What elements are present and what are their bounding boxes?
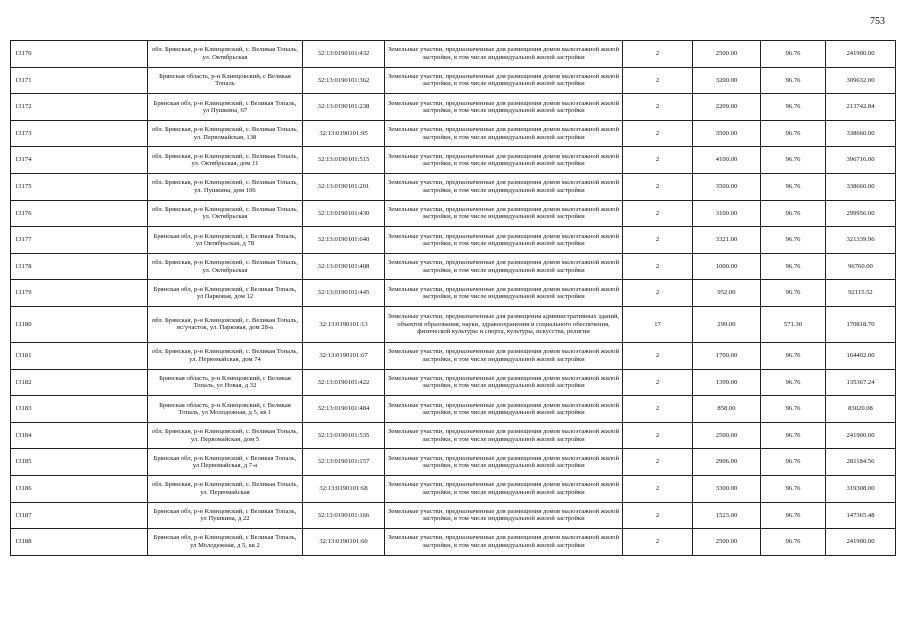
- area-cell: 3300.00: [693, 475, 761, 502]
- table-row: [11, 280, 896, 307]
- table-row: [11, 227, 896, 254]
- cadastral-value-cell: 92115.52: [826, 280, 896, 307]
- specific-value-cell: 96.76: [761, 422, 826, 449]
- land-use-cell: Земельные участки, предназначенные для размещения домов малоэтажной жилой застройки, в том числе индивидуальной жилой застройки: [385, 502, 623, 529]
- use-code-cell: 2: [623, 120, 693, 147]
- address-cell: обл. Брянская, р-н Клинцовский, с. Великая Топаль, ул. Первомайская: [148, 475, 303, 502]
- row-number-cell: 13173: [11, 120, 148, 147]
- address-cell: обл. Брянская, р-н Клинцовский, с. Великая Топаль, ул. Октябрьская, дом 11: [148, 147, 303, 174]
- address-cell: обл. Брянская, р-н Клинцовский, с. Великая Топаль, ул. Первомайская, дом 74: [148, 342, 303, 369]
- specific-value-cell: 96.76: [761, 253, 826, 280]
- land-use-cell: Земельные участки, предназначенные для размещения домов малоэтажной жилой застройки, в том числе индивидуальной жилой застройки: [385, 369, 623, 396]
- specific-value-cell: 96.76: [761, 475, 826, 502]
- land-use-cell: Земельные участки, предназначенные для размещения домов малоэтажной жилой застройки, в том числе индивидуальной жилой застройки: [385, 41, 623, 68]
- land-use-cell: Земельные участки, предназначенные для размещения домов малоэтажной жилой застройки, в том числе индивидуальной жилой застройки: [385, 67, 623, 94]
- specific-value-cell: 96.76: [761, 449, 826, 476]
- row-number-cell: 13188: [11, 529, 148, 556]
- table-row: [11, 147, 896, 174]
- specific-value-cell: 96.76: [761, 342, 826, 369]
- cadastral-number-cell: 32:13:0190101:362: [303, 67, 385, 94]
- row-number-cell: 13177: [11, 227, 148, 254]
- row-number-cell: 13186: [11, 475, 148, 502]
- specific-value-cell: 96.76: [761, 200, 826, 227]
- cadastral-number-cell: 32:13:0190101:68: [303, 475, 385, 502]
- cadastral-number-cell: 32:13:0190101:238: [303, 94, 385, 121]
- area-cell: 4100.00: [693, 147, 761, 174]
- land-use-cell: Земельные участки, предназначенные для размещения домов малоэтажной жилой застройки, в том числе индивидуальной жилой застройки: [385, 449, 623, 476]
- use-code-cell: 2: [623, 67, 693, 94]
- land-registry-table: [10, 40, 896, 556]
- cadastral-number-cell: 32:13:0190101:13: [303, 306, 385, 342]
- area-cell: 1000.00: [693, 253, 761, 280]
- table-row: [11, 94, 896, 121]
- address-cell: Брянская область, р-н Клинцовский, с Великая Топаль, ул Новая, д 32: [148, 369, 303, 396]
- specific-value-cell: 96.76: [761, 396, 826, 423]
- table-row: [11, 67, 896, 94]
- cadastral-number-cell: 32:13:0190101:515: [303, 147, 385, 174]
- row-number-cell: 13172: [11, 94, 148, 121]
- specific-value-cell: 96.76: [761, 280, 826, 307]
- use-code-cell: 2: [623, 529, 693, 556]
- cadastral-value-cell: 83020.08: [826, 396, 896, 423]
- specific-value-cell: 96.76: [761, 369, 826, 396]
- cadastral-number-cell: 32:13:0190101:67: [303, 342, 385, 369]
- address-cell: Брянская обл, р-н Клинцовский, с Великая Топаль, ул Молодежная, д 5, кв 2: [148, 529, 303, 556]
- land-use-cell: Земельные участки, предназначенные для размещения домов малоэтажной жилой застройки, в том числе индивидуальной жилой застройки: [385, 120, 623, 147]
- area-cell: 2906.00: [693, 449, 761, 476]
- table-row: [11, 422, 896, 449]
- cadastral-value-cell: 396716.00: [826, 147, 896, 174]
- page-number: 753: [870, 16, 885, 27]
- address-cell: обл. Брянская, р-н Клинцовский, с. Великая Топаль, ул. Октябрьская: [148, 253, 303, 280]
- use-code-cell: 2: [623, 200, 693, 227]
- table-row: [11, 342, 896, 369]
- land-use-cell: Земельные участки, предназначенные для размещения домов малоэтажной жилой застройки, в том числе индивидуальной жилой застройки: [385, 422, 623, 449]
- specific-value-cell: 96.76: [761, 94, 826, 121]
- cadastral-number-cell: 32:13:0190101:157: [303, 449, 385, 476]
- cadastral-value-cell: 135367.24: [826, 369, 896, 396]
- use-code-cell: 2: [623, 475, 693, 502]
- area-cell: 299.00: [693, 306, 761, 342]
- address-cell: Брянская обл, р-н Клинцовский, с Великая Топаль, ул Пушкина, 67: [148, 94, 303, 121]
- cadastral-value-cell: 281184.56: [826, 449, 896, 476]
- land-use-cell: Земельные участки, предназначенные для размещения домов малоэтажной жилой застройки, в том числе индивидуальной жилой застройки: [385, 173, 623, 200]
- address-cell: Брянская обл, р-н Клинцовский, с Великая Топаль, ул Пушкина, д 22: [148, 502, 303, 529]
- address-cell: Брянская обл, р-н Клинцовский, с Великая Топаль, ул Октябрьская, д 78: [148, 227, 303, 254]
- address-cell: Брянская область, р-н Клинцовский, с Великая Топаль: [148, 67, 303, 94]
- address-cell: обл. Брянская, р-н Клинцовский, с. Великая Топаль, ул. Октябрьская: [148, 41, 303, 68]
- cadastral-value-cell: 338660.00: [826, 120, 896, 147]
- land-use-cell: Земельные участки, предназначенные для размещения домов малоэтажной жилой застройки, в том числе индивидуальной жилой застройки: [385, 94, 623, 121]
- row-number-cell: 13180: [11, 306, 148, 342]
- land-use-cell: Земельные участки, предназначенные для размещения домов малоэтажной жилой застройки, в том числе индивидуальной жилой застройки: [385, 342, 623, 369]
- area-cell: 3321.00: [693, 227, 761, 254]
- cadastral-value-cell: 164492.00: [826, 342, 896, 369]
- cadastral-value-cell: 213742.84: [826, 94, 896, 121]
- cadastral-number-cell: 32:13:0190101:422: [303, 369, 385, 396]
- land-use-cell: Земельные участки, предназначенные для размещения домов малоэтажной жилой застройки, в том числе индивидуальной жилой застройки: [385, 396, 623, 423]
- table-row: [11, 253, 896, 280]
- cadastral-value-cell: 309632.00: [826, 67, 896, 94]
- specific-value-cell: 571.30: [761, 306, 826, 342]
- row-number-cell: 13178: [11, 253, 148, 280]
- specific-value-cell: 96.76: [761, 120, 826, 147]
- cadastral-number-cell: 32:13:0190101:535: [303, 422, 385, 449]
- use-code-cell: 2: [623, 422, 693, 449]
- row-number-cell: 13187: [11, 502, 148, 529]
- row-number-cell: 13185: [11, 449, 148, 476]
- address-cell: обл. Брянская, р-н Клинцовский, с. Великая Топаль, ул. Пушкина, дом 106: [148, 173, 303, 200]
- cadastral-number-cell: 32:13:0190101:430: [303, 200, 385, 227]
- cadastral-number-cell: 32:13:0190101:201: [303, 173, 385, 200]
- address-cell: Брянская обл, р-н Клинцовский, с Великая Топаль, ул Первомайская, д 7-а: [148, 449, 303, 476]
- area-cell: 3200.00: [693, 67, 761, 94]
- land-use-cell: Земельные участки, предназначенные для размещения домов малоэтажной жилой застройки, в том числе индивидуальной жилой застройки: [385, 147, 623, 174]
- table-body: [11, 41, 896, 556]
- land-use-cell: Земельные участки, предназначенные для размещения домов малоэтажной жилой застройки, в том числе индивидуальной жилой застройки: [385, 200, 623, 227]
- use-code-cell: 2: [623, 41, 693, 68]
- land-use-cell: Земельные участки, предназначенные для размещения домов малоэтажной жилой застройки, в том числе индивидуальной жилой застройки: [385, 253, 623, 280]
- specific-value-cell: 96.76: [761, 502, 826, 529]
- use-code-cell: 2: [623, 227, 693, 254]
- cadastral-number-cell: 32:13:0190101:484: [303, 396, 385, 423]
- land-use-cell: Земельные участки, предназначенные для размещения домов малоэтажной жилой застройки, в том числе индивидуальной жилой застройки: [385, 227, 623, 254]
- use-code-cell: 2: [623, 502, 693, 529]
- cadastral-value-cell: 338660.00: [826, 173, 896, 200]
- area-cell: 2500.00: [693, 41, 761, 68]
- table-row: [11, 529, 896, 556]
- row-number-cell: 13183: [11, 396, 148, 423]
- table-row: [11, 396, 896, 423]
- area-cell: 3500.00: [693, 120, 761, 147]
- specific-value-cell: 96.76: [761, 173, 826, 200]
- use-code-cell: 2: [623, 369, 693, 396]
- address-cell: обл. Брянская, р-н Клинцовский, с. Великая Топаль, ул. Октябрьская: [148, 200, 303, 227]
- specific-value-cell: 96.76: [761, 67, 826, 94]
- cadastral-value-cell: 147365.48: [826, 502, 896, 529]
- area-cell: 3100.00: [693, 200, 761, 227]
- table-row: [11, 449, 896, 476]
- land-use-cell: Земельные участки, предназначенные для размещения домов малоэтажной жилой застройки, в том числе индивидуальной жилой застройки: [385, 475, 623, 502]
- cadastral-value-cell: 96760.00: [826, 253, 896, 280]
- row-number-cell: 13171: [11, 67, 148, 94]
- row-number-cell: 13184: [11, 422, 148, 449]
- row-number-cell: 13174: [11, 147, 148, 174]
- area-cell: 1700.00: [693, 342, 761, 369]
- row-number-cell: 13182: [11, 369, 148, 396]
- specific-value-cell: 96.76: [761, 529, 826, 556]
- cadastral-value-cell: 319308.00: [826, 475, 896, 502]
- use-code-cell: 2: [623, 449, 693, 476]
- area-cell: 2209.00: [693, 94, 761, 121]
- land-use-cell: Земельные участки, предназначенные для размещения домов малоэтажной жилой застройки, в том числе индивидуальной жилой застройки: [385, 280, 623, 307]
- cadastral-number-cell: 32:13:0190101:60: [303, 529, 385, 556]
- row-number-cell: 13176: [11, 200, 148, 227]
- use-code-cell: 2: [623, 94, 693, 121]
- land-use-cell: Земельные участки, предназначенные для размещения домов малоэтажной жилой застройки, в том числе индивидуальной жилой застройки: [385, 529, 623, 556]
- cadastral-value-cell: 241900.00: [826, 41, 896, 68]
- table-row: [11, 120, 896, 147]
- area-cell: 3500.00: [693, 173, 761, 200]
- area-cell: 1523.00: [693, 502, 761, 529]
- table-row: [11, 41, 896, 68]
- cadastral-value-cell: 299956.00: [826, 200, 896, 227]
- cadastral-number-cell: 32:13:0190101:408: [303, 253, 385, 280]
- use-code-cell: 17: [623, 306, 693, 342]
- land-use-cell: Земельные участки, предназначенные для размещения административных зданий, объектов образования, науки, здравоохранения и социального обеспечения, физической культуры и спорта, культуры, искусства, религии: [385, 306, 623, 342]
- table-row: [11, 200, 896, 227]
- cadastral-number-cell: 32:13:0190101:95: [303, 120, 385, 147]
- area-cell: 1399.00: [693, 369, 761, 396]
- row-number-cell: 13179: [11, 280, 148, 307]
- use-code-cell: 2: [623, 173, 693, 200]
- use-code-cell: 2: [623, 396, 693, 423]
- address-cell: обл. Брянская, р-н Клинцовский, с. Великая Топаль, ул. Первомайская, дом 5: [148, 422, 303, 449]
- use-code-cell: 2: [623, 342, 693, 369]
- use-code-cell: 2: [623, 147, 693, 174]
- table-row: [11, 306, 896, 342]
- cadastral-value-cell: 321339.96: [826, 227, 896, 254]
- address-cell: Брянская обл, р-н Клинцовский, с Великая Топаль, ул Парковая, дом 12: [148, 280, 303, 307]
- area-cell: 2500.00: [693, 422, 761, 449]
- area-cell: 2500.00: [693, 529, 761, 556]
- table-row: [11, 502, 896, 529]
- address-cell: обл. Брянская, р-н Клинцовский, с. Великая Топаль, ул. Первомайская, 138: [148, 120, 303, 147]
- cadastral-number-cell: 32:13:0190101:166: [303, 502, 385, 529]
- area-cell: 952.00: [693, 280, 761, 307]
- table-row: [11, 475, 896, 502]
- use-code-cell: 2: [623, 280, 693, 307]
- table-row: [11, 369, 896, 396]
- specific-value-cell: 96.76: [761, 147, 826, 174]
- cadastral-value-cell: 170818.70: [826, 306, 896, 342]
- area-cell: 858.00: [693, 396, 761, 423]
- cadastral-number-cell: 32:13:0190101:445: [303, 280, 385, 307]
- cadastral-value-cell: 241900.00: [826, 422, 896, 449]
- specific-value-cell: 96.76: [761, 227, 826, 254]
- cadastral-value-cell: 241900.00: [826, 529, 896, 556]
- cadastral-number-cell: 32:13:0190101:640: [303, 227, 385, 254]
- row-number-cell: 13181: [11, 342, 148, 369]
- table-row: [11, 173, 896, 200]
- use-code-cell: 2: [623, 253, 693, 280]
- cadastral-number-cell: 32:13:0190101:432: [303, 41, 385, 68]
- address-cell: обл. Брянская, р-н Клинцовский, с. Великая Топаль, вс/участок, ул. Парковая, дом 28-а: [148, 306, 303, 342]
- row-number-cell: 13170: [11, 41, 148, 68]
- row-number-cell: 13175: [11, 173, 148, 200]
- specific-value-cell: 96.76: [761, 41, 826, 68]
- address-cell: Брянская область, р-н Клинцовский, с Великая Топаль, ул Молодежная, д 5, кв 1: [148, 396, 303, 423]
